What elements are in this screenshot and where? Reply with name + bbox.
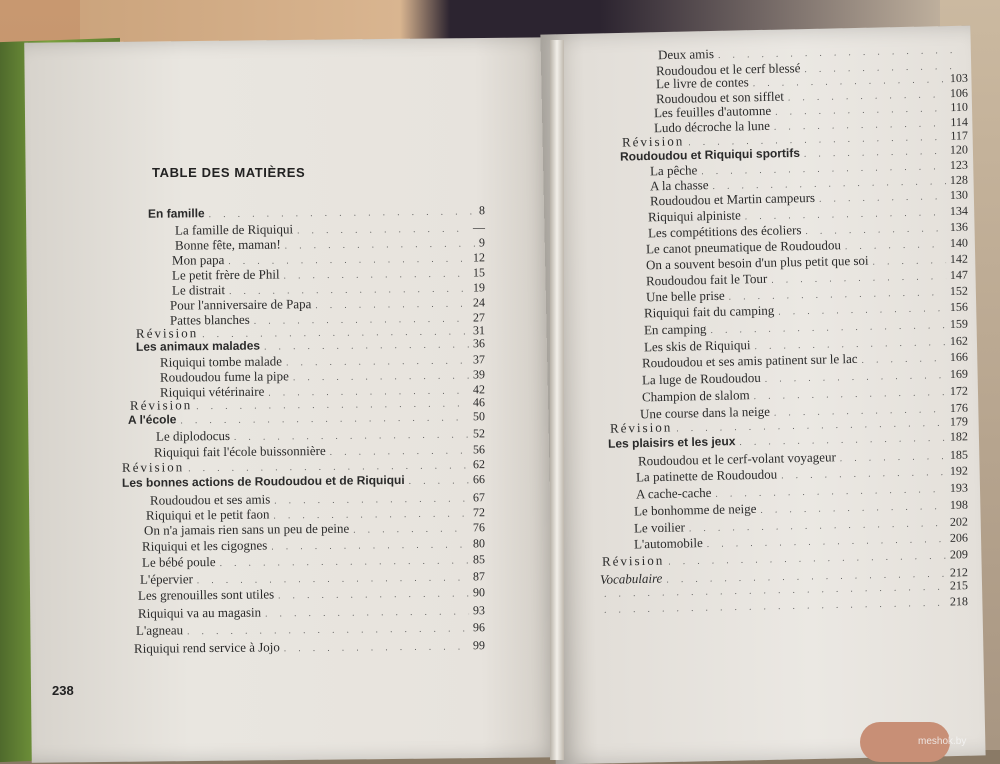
toc-leader-dots (353, 523, 469, 534)
toc-leader-dots (873, 255, 947, 267)
toc-entry-title: Révision (121, 459, 185, 475)
toc-entry-page: 66 (472, 472, 486, 487)
toc-entry-title: Les bonnes actions de Roudoudou et de Riquiqui (121, 472, 405, 490)
toc-leader-dots (819, 191, 946, 204)
toc-entry-title: A l'école (127, 412, 177, 427)
toc-leader-dots (293, 370, 469, 382)
toc-entry-page: 72 (472, 505, 486, 520)
toc-entry-page: 172 (949, 383, 969, 398)
toc-entry-page: 27 (472, 310, 486, 325)
toc-entry-page: 142 (949, 251, 969, 267)
toc-entry-page: 50 (472, 409, 486, 424)
toc-entry-page: 52 (472, 426, 486, 441)
toc-entry-page: 166 (949, 349, 969, 364)
toc-entry-page: 212 (949, 565, 969, 580)
toc-leader-dots (265, 606, 469, 618)
toc-entry-page: 103 (949, 70, 969, 86)
toc-leader-dots (754, 387, 947, 401)
toc-entry-title: En famille (147, 206, 205, 221)
toc-entry-page: 96 (472, 620, 486, 635)
toc-entry-page: 15 (472, 265, 486, 280)
toc-entry-page: 128 (949, 172, 969, 188)
toc-leader-dots (273, 508, 469, 520)
toc-entry-title: Pour l'anniversaire de Papa (169, 296, 312, 313)
toc-entry-page: 90 (472, 585, 486, 600)
toc-leader-dots (805, 223, 946, 236)
toc-entry-page: 176 (949, 400, 969, 415)
toc-entry-page: 114 (950, 114, 969, 130)
toc-entry-title: Révision (135, 325, 199, 341)
toc-entry-title: Champion de slalom (641, 387, 750, 405)
toc-leader-dots (840, 451, 946, 463)
toc-leader-dots (209, 206, 475, 219)
toc-entry-page: 37 (472, 352, 486, 367)
toc-entry-page: 56 (472, 442, 486, 457)
toc-leader-dots (286, 355, 469, 367)
toc-entry-page: 198 (949, 497, 969, 512)
toc-entry-page: 185 (949, 447, 969, 462)
watermark: meshok.by (918, 736, 967, 747)
toc-entry-title: Le diplodocus (155, 427, 231, 444)
toc-entry-page: 19 (472, 280, 486, 295)
toc-entry-title: L'épervier (139, 571, 193, 587)
toc-entry-title: Riquiqui fait l'école buissonnière (153, 442, 326, 460)
toc-entry-page: 99 (472, 638, 486, 653)
toc-entry-page: 209 (949, 547, 969, 562)
toc-entry-title: Roudoudou fume la pipe (159, 368, 289, 385)
toc-entry-page: 130 (949, 187, 969, 203)
toc-entry-page: 67 (472, 490, 486, 505)
toc-entry-page: 31 (472, 323, 486, 338)
toc-entry-title: Roudoudou et ses amis patinent sur le lac (641, 350, 858, 371)
toc-entry-page: 218 (949, 594, 969, 609)
toc-entry-page: 202 (949, 514, 969, 529)
book-gutter (550, 40, 564, 760)
toc-entry-title: Riquiqui alpiniste (647, 207, 741, 225)
toc-entry-page: 87 (472, 569, 486, 584)
toc-entry-title: Révision (609, 419, 673, 436)
toc-entry-page: 39 (472, 367, 486, 382)
toc-entry-page: 192 (949, 463, 969, 478)
toc-entry-title: Révision (621, 133, 685, 150)
toc-entry-title: Une belle prise (645, 287, 725, 305)
toc-entry-page: 140 (949, 235, 969, 251)
toc-leader-dots (285, 238, 475, 250)
toc-entry-page: 24 (472, 295, 486, 310)
toc-entry-title: Le petit frère de Phil (171, 266, 280, 283)
toc-entry-page: 80 (472, 536, 486, 551)
toc-leader-dots (220, 555, 469, 568)
toc-leader-dots (284, 269, 470, 281)
toc-entry-title: La patinette de Roudoudou (635, 466, 778, 485)
toc-leader-dots (760, 501, 946, 515)
toc-leader-dots (845, 239, 946, 251)
toc-entry-page: 42 (472, 382, 486, 397)
toc-entry-title: Roudoudou et le cerf blessé (655, 60, 801, 79)
toc-entry-page: 93 (472, 603, 486, 618)
toc-entry-title: On a souvent besoin d'un plus petit que soi (645, 252, 869, 273)
toc-entry-title: L'agneau (135, 622, 184, 638)
toc-entry-page: 120 (949, 142, 969, 157)
page-number: 238 (52, 683, 74, 698)
toc-entry-title: Deux amis (657, 46, 715, 63)
toc-leader-dots (861, 353, 946, 365)
toc-entry-title: On n'a jamais rien sans un peu de peine (143, 520, 350, 538)
toc-entry-page: 156 (949, 299, 969, 314)
toc-entry-title: Roudoudou et ses amis (149, 491, 271, 508)
toc-entry-title: Riquiqui fait du camping (643, 302, 775, 321)
toc-entry-title: Révision (129, 397, 193, 413)
toc-entry-page: 206 (949, 530, 969, 545)
toc-entry-page: — (472, 220, 486, 235)
toc-entry-page: 85 (472, 552, 486, 567)
toc-entry-title: Roudoudou et Martin campeurs (649, 189, 816, 209)
toc-leader-dots (765, 370, 946, 384)
toc-entry-title: Roudoudou et le cerf-volant voyageur (637, 449, 836, 469)
toc-leader-dots (284, 641, 469, 653)
toc-entry-title: Pattes blanches (169, 311, 250, 328)
toc-entry-title: La pêche (649, 162, 698, 179)
toc-entry-title: L'automobile (633, 535, 703, 552)
toc-entry-title: La luge de Roudoudou (641, 369, 761, 388)
toc-entry-title: Bonne fête, maman! (174, 236, 281, 253)
toc-entry-title: Roudoudou et Riquiqui sportifs (619, 145, 801, 164)
toc-entry-page: 36 (472, 336, 486, 351)
toc-entry-page: 110 (950, 99, 969, 115)
toc-leader-dots (197, 572, 469, 585)
toc-entry-page: 193 (949, 480, 969, 495)
toc-entry-title: En camping (643, 321, 707, 338)
toc-leader-dots (234, 429, 469, 441)
toc-leader-dots (264, 339, 469, 351)
toc-entry-page: 136 (949, 219, 969, 235)
toc-leader-dots (409, 475, 469, 486)
toc-entry-title: Roudoudou et son sifflet (655, 88, 785, 107)
toc-entry-title: Vocabulaire (599, 570, 663, 587)
toc-leader-dots (271, 539, 469, 551)
toc-entry-page: 159 (949, 316, 969, 331)
toc-entry-title: A la chasse (649, 177, 709, 194)
toc-entry-title: Riquiqui et les cigognes (141, 537, 268, 554)
toc-leader-dots (180, 412, 469, 425)
toc-entry-title: Les compétitions des écoliers (647, 222, 802, 241)
toc-leader-dots (778, 303, 946, 317)
toc-leader-dots (739, 433, 946, 447)
toc-entry-title: La famille de Riquiqui (174, 221, 294, 238)
toc-heading: TABLE DES MATIÈRES (152, 165, 306, 180)
toc-entry-page: 106 (949, 85, 969, 101)
toc-entry-title: A cache-cache (635, 484, 712, 502)
toc-entry-title: Le canot pneumatique de Roudoudou (645, 237, 842, 257)
toc-entry-page: 12 (472, 250, 486, 265)
toc-entry-page: 147 (949, 267, 969, 283)
toc-leader-dots (274, 493, 469, 505)
toc-entry-title: Les grenouilles sont utiles (137, 586, 275, 603)
toc-leader-dots (710, 320, 946, 335)
toc-entry-page: 152 (949, 283, 969, 299)
toc-entry-page: 182 (949, 429, 969, 444)
toc-entry-title: Ludo décroche la lune (653, 117, 771, 136)
toc-entry-title: Riquiqui tombe malade (159, 353, 283, 370)
toc-leader-dots (188, 460, 469, 473)
toc-entry-page: 179 (949, 414, 969, 429)
toc-entry-title: Le voilier (633, 519, 686, 536)
toc-entry-title: Révision (601, 552, 665, 569)
toc-entry-page: 62 (472, 457, 486, 472)
toc-entry-page: 162 (949, 333, 969, 348)
toc-entry-title: Les animaux malades (135, 338, 261, 354)
toc-leader-dots (715, 484, 946, 499)
toc-entry-page: 123 (949, 157, 969, 173)
toc-leader-dots (781, 467, 946, 480)
toc-entry-title: Le bonhomme de neige (633, 500, 757, 519)
toc-entry-page: 8 (478, 203, 486, 218)
toc-entry-page: 9 (478, 235, 486, 250)
toc-leader-dots (330, 445, 469, 456)
toc-entry-title: Les skis de Riquiqui (643, 337, 751, 355)
toc-entry-title: Riquiqui et le petit faon (145, 506, 270, 523)
toc-leader-dots (278, 588, 469, 600)
toc-entry-page: 117 (950, 128, 969, 143)
toc-entry-title: Une course dans la neige (639, 403, 771, 422)
toc-entry-page: 76 (472, 520, 486, 535)
toc-entry-page: 215 (949, 578, 969, 593)
toc-leader-dots (297, 224, 469, 236)
toc-leader-dots (315, 299, 469, 311)
toc-entry-page: 169 (949, 366, 969, 381)
toc-entry-title: Roudoudou fait le Tour (645, 270, 768, 289)
toc-entry-title: Le bébé poule (141, 554, 216, 570)
toc-entry-page: 134 (949, 203, 969, 219)
toc-entry-page: 46 (472, 395, 486, 410)
toc-entry-title: Riquiqui rend service à Jojo (133, 639, 280, 656)
toc-entry-title: Mon papa (171, 252, 225, 268)
toc-entry-title: Le distrait (171, 282, 226, 298)
toc-entry-title: Riquiqui vétérinaire (159, 383, 265, 400)
toc-entry-title: Riquiqui va au magasin (137, 604, 262, 621)
toc-entry-title: Les feuilles d'automne (653, 102, 772, 121)
toc-leader-dots (187, 623, 469, 636)
toc-entry-title: Les plaisirs et les jeux (607, 434, 736, 451)
toc-entry-title: Le livre de contes (655, 74, 749, 92)
